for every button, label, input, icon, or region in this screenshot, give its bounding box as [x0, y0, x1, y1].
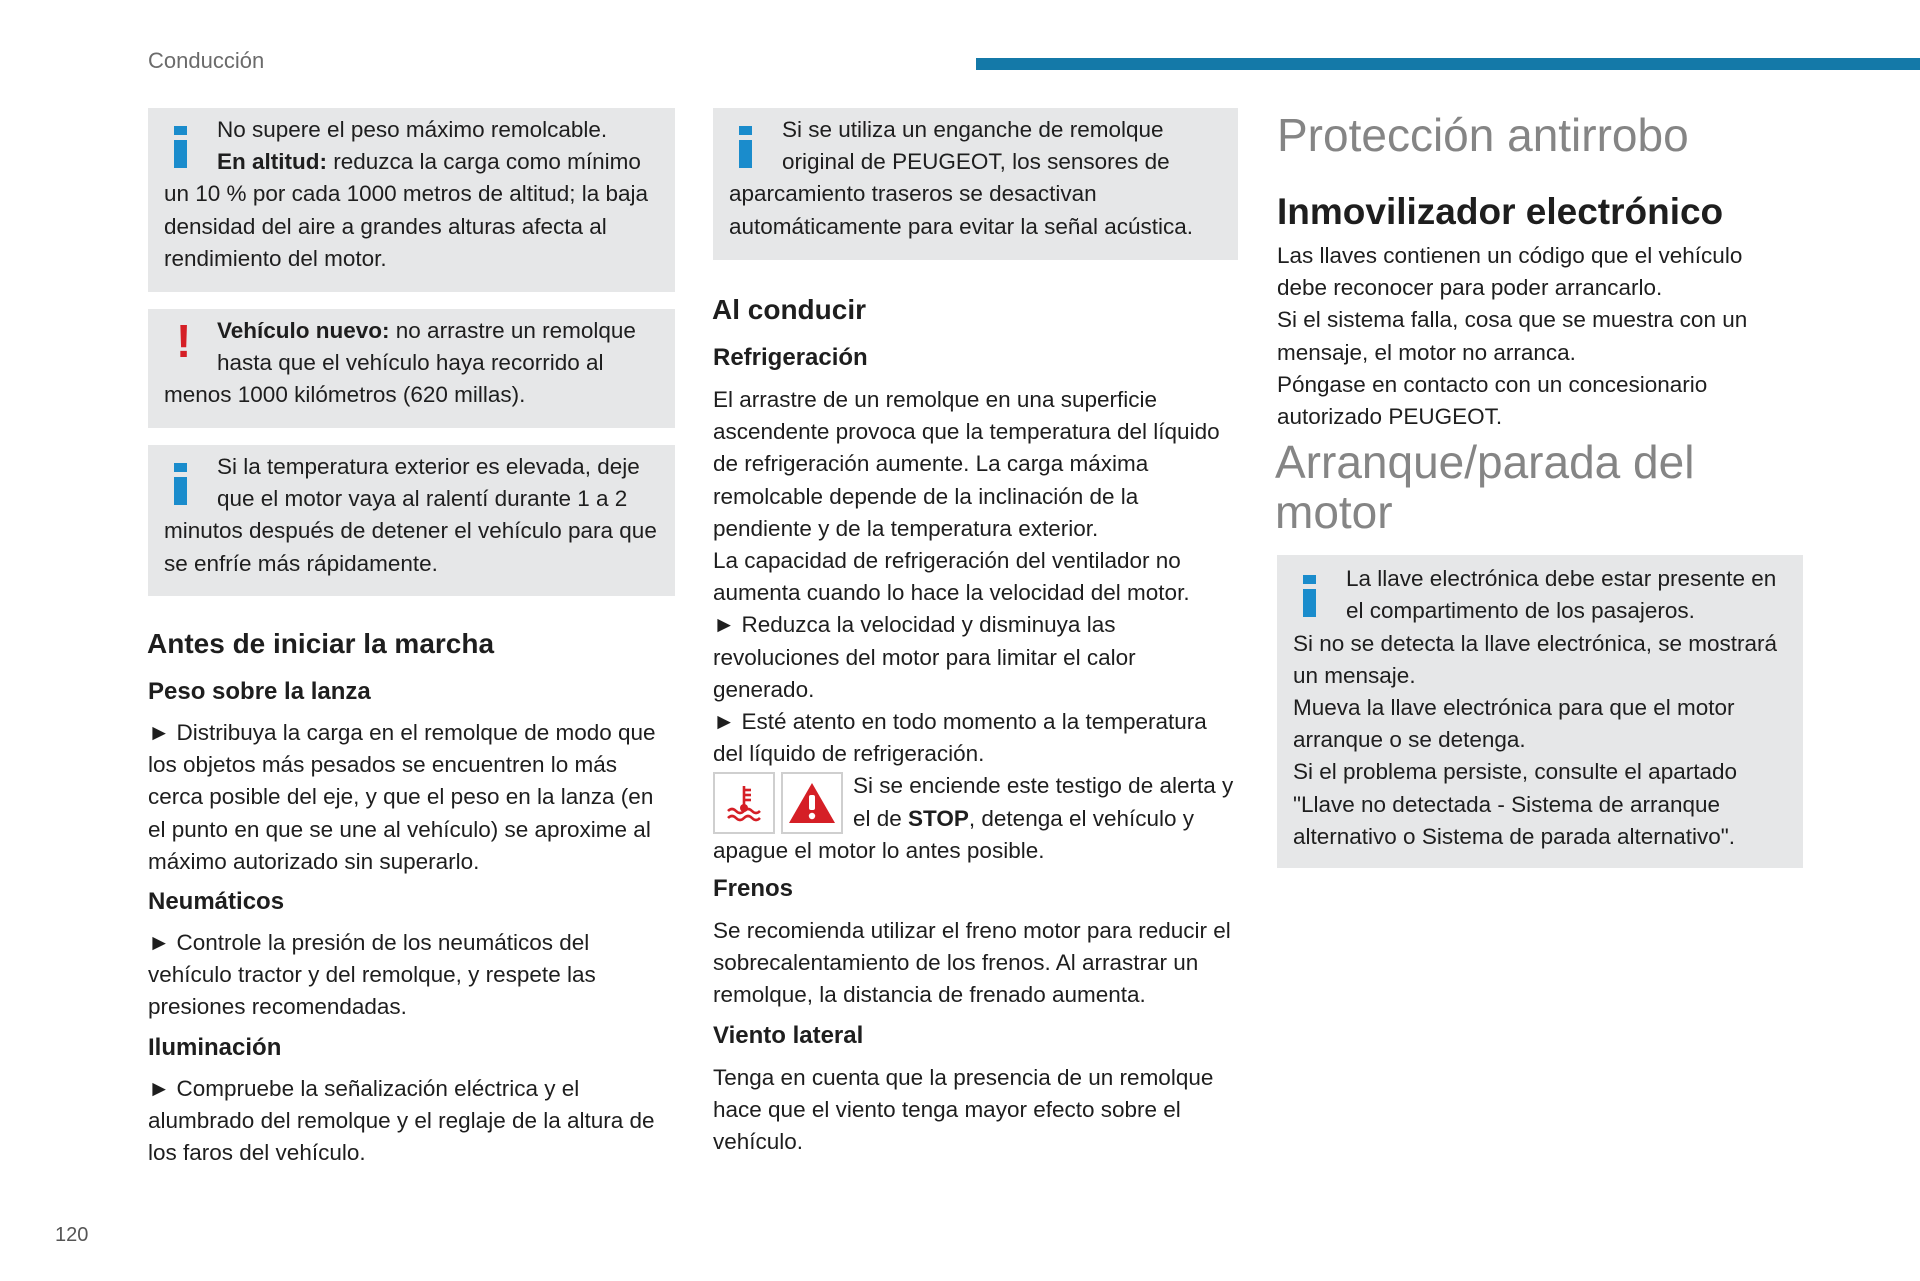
subheading: Peso sobre la lanza — [148, 678, 371, 705]
paragraph: ► Compruebe la señalización eléctrica y el alumbrado del remolque y el reglaje de la altura de los faros del vehículo. — [148, 1075, 655, 1166]
info-icon-wrap — [1293, 563, 1333, 625]
page-number: 120 — [55, 1224, 89, 1246]
warning-icon-wrap — [164, 315, 204, 377]
left-column — [148, 108, 675, 1169]
info-icon-wrap — [729, 114, 769, 176]
info-text: Si el problema persiste, consulte el apartado "Llave no detectada - Sistema de arranque alternativo o Sistema de parada alternativo". — [1293, 759, 1738, 849]
info-text: reduzca la carga como mínimo un 10 % por cada 1000 metros de altitud; la baja densidad del aire a grandes alturas afecta al rendimiento del motor. — [164, 149, 649, 271]
stop-label: STOP — [908, 805, 969, 831]
warning-exclamation-icon: ! — [176, 315, 192, 367]
middle-column — [713, 108, 1238, 1158]
info-text: Si se utiliza un enganche de remolque original de PEUGEOT, los sensores de aparcamiento traseros se desactivan automáticamente para evitar la señal acústica. — [729, 117, 1193, 239]
info-icon — [739, 126, 752, 168]
warning-text: Si se enciende este testigo de alerta y el de — [853, 773, 1234, 831]
info-icon-wrap — [164, 114, 204, 176]
warning-triangle-icon — [781, 772, 843, 834]
paragraph: La capacidad de refrigeración del ventilador no aumenta cuando lo hace la velocidad del motor. — [713, 548, 1190, 606]
paragraph: Si el sistema falla, cosa que se muestra con un mensaje, el motor no arranca. — [1277, 307, 1748, 365]
warning-lamp-paragraph — [713, 770, 1238, 867]
subheading: Refrigeración — [713, 344, 868, 371]
subheading: Viento lateral — [713, 1021, 864, 1049]
bullet: ► Esté atento en todo momento a la temperatura del líquido de refrigeración. — [713, 709, 1207, 767]
info-box-parking-sensors — [713, 108, 1238, 260]
header-accent-bar — [976, 58, 1920, 70]
coolant-temperature-icon — [713, 772, 775, 834]
info-box-temperature — [148, 445, 675, 596]
warning-text: , detenga el vehículo y apague el motor lo antes posible. — [713, 805, 1195, 863]
subheading: Neumáticos — [148, 888, 285, 916]
paragraph: ► Distribuya la carga en el remolque de modo que los objetos más pesados se encuentren lo más cerca posible del eje, y que el peso en la lanza (en el punto en que se une al vehículo) se aproxime al máximo autorizado sin superarlo. — [148, 720, 656, 874]
info-bold: En altitud: — [217, 149, 327, 175]
info-text: Si la temperatura exterior es elevada, deje que el motor vaya al ralentí durante 1 a 2 minutos después de detener el vehículo para que se enfríe más rápidamente. — [164, 454, 657, 576]
bullet: ► Reduzca la velocidad y disminuya las revoluciones del motor para limitar el calor generado. — [713, 612, 1136, 702]
warning-box-new-vehicle — [148, 309, 675, 428]
info-text: Si no se detecta la llave electrónica, se mostrará un mensaje. — [1293, 630, 1777, 688]
warning-text: no arrastre un remolque hasta que el vehículo haya recorrido al menos 1000 kilómetros (620 millas). — [164, 318, 636, 408]
warning-bold: Vehículo nuevo: — [217, 318, 390, 343]
info-text: Mueva la llave electrónica para que el motor arranque o se detenga. — [1293, 695, 1735, 753]
info-icon-wrap — [164, 451, 204, 513]
chapter-title: Arranque/parada del motor — [1275, 436, 1695, 539]
info-icon — [174, 463, 187, 505]
running-header: Conducción — [148, 48, 265, 73]
info-text: La llave electrónica debe estar presente en el compartimento de los pasajeros. — [1346, 566, 1777, 624]
paragraph: Tenga en cuenta que la presencia de un remolque hace que el viento tenga mayor efecto sobre el vehículo. — [713, 1064, 1214, 1155]
immobiliser-text — [1277, 240, 1797, 433]
paragraph: ► Controle la presión de los neumáticos del vehículo tractor y del remolque, y respete las presiones recomendadas. — [148, 930, 596, 1020]
chapter-title: Protección antirrobo — [1277, 109, 1689, 161]
section-heading: Al conducir — [712, 294, 867, 325]
paragraph: Se recomienda utilizar el freno motor para reducir el sobrecalentamiento de los frenos. Al arrastrar un remolque, la distancia de frenado aumenta. — [713, 918, 1231, 1008]
info-icon — [1303, 575, 1316, 617]
section-heading: Antes de iniciar la marcha — [147, 628, 495, 659]
paragraph: El arrastre de un remolque en una superficie ascendente provoca que la temperatura del líquido de refrigeración aumente. La carga máxima remolcable depende de la inclinación de la pendiente y de la temperatura exterior. — [713, 387, 1220, 541]
paragraph: Póngase en contacto con un concesionario autorizado PEUGEOT. — [1277, 371, 1708, 430]
info-box-towing-weight — [148, 108, 675, 292]
right-column — [1277, 110, 1803, 868]
subheading: Iluminación — [148, 1033, 282, 1061]
info-text: No supere el peso máximo remolcable. — [217, 117, 608, 142]
warning-lamps — [713, 772, 843, 834]
info-box-electronic-key — [1277, 555, 1803, 868]
section-heading: Inmovilizador electrónico — [1277, 191, 1724, 232]
paragraph: Las llaves contienen un código que el vehículo debe reconocer para poder arrancarlo. — [1277, 243, 1743, 301]
subheading: Frenos — [713, 875, 794, 903]
info-icon — [174, 126, 187, 168]
cooling-text — [713, 384, 1238, 867]
